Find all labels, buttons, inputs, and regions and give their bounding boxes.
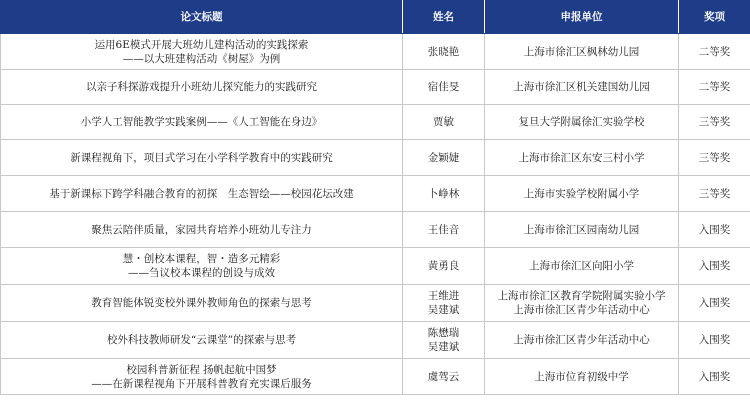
title-cell-line: 慧・创校本课程，智・造多元精彩 bbox=[122, 253, 281, 265]
award-cell: 入围奖 bbox=[679, 212, 750, 248]
title-cell-line: 教育智能体锐变校外课外教师角色的探索与思考 bbox=[91, 297, 312, 309]
unit-cell bbox=[485, 70, 679, 105]
table-row bbox=[1, 70, 750, 105]
header-title: 论文标题 bbox=[1, 1, 403, 34]
unit-cell bbox=[485, 359, 679, 395]
unit-cell-line: 上海市徐汇区园南幼儿园 bbox=[523, 223, 640, 236]
title-cell bbox=[1, 248, 403, 285]
name-cell-line: 黄勇良 bbox=[427, 260, 460, 272]
award-cell: 入围奖 bbox=[679, 359, 750, 395]
unit-cell-line: 上海市徐汇区向阳小学 bbox=[529, 260, 634, 272]
unit-cell-line: 上海市徐汇区机关建国幼儿园 bbox=[513, 81, 650, 93]
name-cell bbox=[403, 140, 485, 176]
unit-cell-line: 上海市徐汇区青少年活动中心 bbox=[513, 334, 650, 346]
title-cell bbox=[1, 176, 403, 212]
award-cell: 二等奖 bbox=[679, 34, 750, 70]
header-row bbox=[1, 1, 750, 34]
unit-cell bbox=[485, 285, 679, 322]
name-cell bbox=[403, 70, 485, 105]
table-row bbox=[1, 176, 750, 212]
award-cell: 入围奖 bbox=[679, 285, 750, 322]
name-cell bbox=[403, 105, 485, 140]
table-row bbox=[1, 359, 750, 395]
name-cell-line: 贾敏 bbox=[433, 116, 454, 128]
name-cell-line: 吴建斌 bbox=[427, 341, 460, 353]
table-row bbox=[1, 285, 750, 322]
unit-cell bbox=[485, 248, 679, 285]
unit-cell-line: 上海市徐汇区青少年活动中心 bbox=[513, 304, 650, 316]
unit-cell bbox=[485, 140, 679, 176]
title-cell-line: 新课程视角下，项目式学习在小学科学教育中的实践研究 bbox=[70, 151, 333, 164]
table-row bbox=[1, 212, 750, 248]
name-cell-line: 卜峥林 bbox=[427, 187, 460, 200]
unit-cell-line: 上海市实验学校附属小学 bbox=[523, 187, 640, 200]
title-cell-line: 小学人工智能教学实践案例——《人工智能在身边》 bbox=[80, 116, 323, 128]
title-cell-line: 校外科技教师研发“云课堂”的探索与思考 bbox=[106, 334, 297, 346]
unit-cell-line: 复旦大学附属徐汇实验学校 bbox=[518, 116, 645, 128]
unit-cell bbox=[485, 176, 679, 212]
name-cell bbox=[403, 34, 485, 70]
title-cell-line: 运用6E模式开展大班幼儿建构活动的实践探索 bbox=[94, 38, 309, 51]
name-cell bbox=[403, 176, 485, 212]
title-cell-line: 校园科普新征程 扬帆起航中国梦 bbox=[126, 363, 277, 376]
title-cell-line: ——在新课程视角下开展科普教育充实课后服务 bbox=[91, 377, 312, 390]
award-cell: 入围奖 bbox=[679, 322, 750, 359]
award-cell: 入围奖 bbox=[679, 248, 750, 285]
title-cell bbox=[1, 34, 403, 70]
unit-cell-line: 上海市徐汇区东安三村小学 bbox=[518, 151, 645, 164]
title-cell-line: 聚焦云陪伴质量，家园共育培养小班幼儿专注力 bbox=[91, 223, 312, 236]
name-cell-line: 金颖婕 bbox=[427, 151, 460, 164]
title-cell bbox=[1, 285, 403, 322]
header-name: 姓名 bbox=[403, 1, 485, 34]
unit-cell-line: 上海市徐汇区教育学院附属实验小学 bbox=[497, 290, 666, 302]
table-body bbox=[1, 34, 750, 395]
table-row bbox=[1, 105, 750, 140]
award-cell: 三等奖 bbox=[679, 140, 750, 176]
name-cell bbox=[403, 285, 485, 322]
header-unit: 申报单位 bbox=[485, 1, 679, 34]
name-cell-line: 宿佳旻 bbox=[427, 81, 460, 93]
title-cell bbox=[1, 70, 403, 105]
name-cell bbox=[403, 359, 485, 395]
header-award: 奖项 bbox=[679, 1, 750, 34]
title-cell bbox=[1, 322, 403, 359]
title-cell bbox=[1, 140, 403, 176]
unit-cell bbox=[485, 212, 679, 248]
name-cell bbox=[403, 212, 485, 248]
name-cell-line: 王维进 bbox=[427, 290, 460, 302]
name-cell-line: 吴建斌 bbox=[427, 304, 460, 316]
title-cell bbox=[1, 212, 403, 248]
title-cell-line: ——刍议校本课程的创设与成效 bbox=[128, 267, 275, 279]
table-row bbox=[1, 322, 750, 359]
title-cell bbox=[1, 359, 403, 395]
unit-cell bbox=[485, 105, 679, 140]
unit-cell bbox=[485, 34, 679, 70]
title-cell-line: 基于新课标下跨学科融合教育的初探 生态智绘——校园花坛改建 bbox=[49, 187, 354, 200]
title-cell-line: 以亲子科探游戏提升小班幼儿探究能力的实践研究 bbox=[86, 81, 317, 93]
unit-cell-line: 上海市位育初级中学 bbox=[534, 370, 629, 383]
award-cell: 三等奖 bbox=[679, 176, 750, 212]
award-cell: 二等奖 bbox=[679, 70, 750, 105]
name-cell bbox=[403, 248, 485, 285]
award-cell: 三等奖 bbox=[679, 105, 750, 140]
table-row bbox=[1, 140, 750, 176]
name-cell-line: 王佳音 bbox=[427, 223, 460, 236]
name-cell-line: 陈懋瑞 bbox=[427, 327, 460, 339]
name-cell bbox=[403, 322, 485, 359]
table-row bbox=[1, 248, 750, 285]
unit-cell-line: 上海市徐汇区枫林幼儿园 bbox=[523, 45, 640, 58]
title-cell-line: ——以大班建构活动《树屋》为例 bbox=[122, 52, 281, 65]
unit-cell bbox=[485, 322, 679, 359]
name-cell-line: 虞驾云 bbox=[427, 370, 460, 383]
title-cell bbox=[1, 105, 403, 140]
table-row bbox=[1, 34, 750, 70]
name-cell-line: 张晓艳 bbox=[427, 45, 460, 58]
